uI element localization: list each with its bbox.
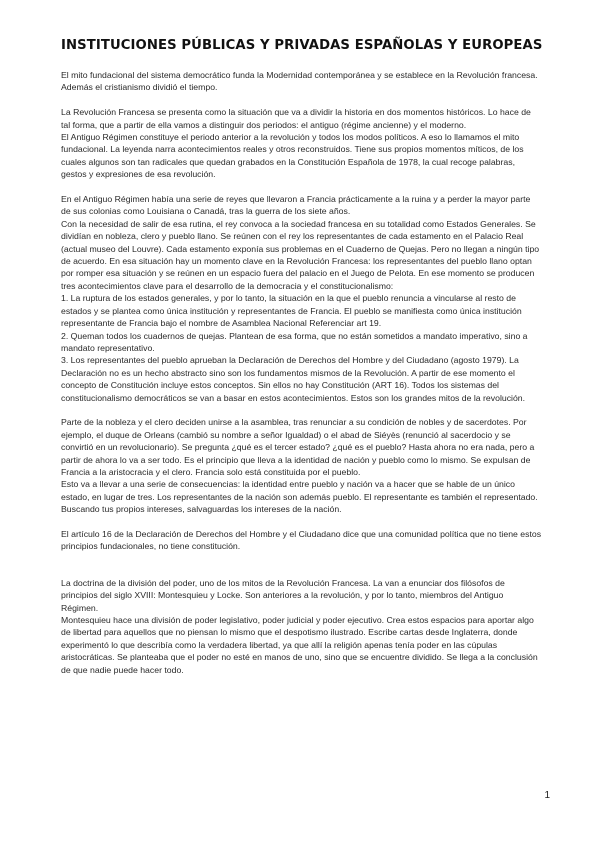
paragraph: Montesquieu hace una división de poder legislativo, poder judicial y poder ejecutivo. Crea estos espacios para aportar algo de libertad para aquellos que no piensan lo mismo que el despotismo ilustrado. Escribe cartas desde Inglaterra, donde experimentó lo que describía como la verdadera libertad, ya que allí la religión apenas tenía poder en las cúpulas aristocráticas. Se planteaba que el poder no esté en manos de uno, sino que se encuentre dividido. Se llega a la conclusión de que nadie puede hacer todo. [61, 615, 538, 675]
text-block-5 [61, 528, 542, 553]
list-item: 2. Queman todos los cuadernos de quejas. Plantean de esa forma, que no están sometidos a mandato imperativo, sino a mandato representativo. [61, 330, 528, 353]
paragraph: El artículo 16 de la Declaración de Derechos del Hombre y el Ciudadano dice que una comunidad política que no tiene estos principios fundacionales, no tiene constitución. [61, 528, 542, 552]
paragraph: La Revolución Francesa se presenta como la situación que va a dividir la historia en dos momentos históricos. Lo hace de tal forma, que a partir de ella vamos a distinguir dos periodos: el antiguo (régime ancienne) y el moderno. [61, 107, 531, 130]
text-block-6 [61, 577, 542, 676]
paragraph: Parte de la nobleza y el clero deciden unirse a la asamblea, tras renunciar a su condición de nobles y de sacerdotes. Por ejemplo, el duque de Orleans (cambió su nombre a señor Igualdad) o el abad de Siéyès (renunció al sacerdocio y se convirtió en un revolucionario). Se pregunta ¿qué es el tercer estado? ¿qué es el pueblo? Hasta ahora no era nada, pero a partir de ahora lo va a ser todo. Es el principio que lleva a la identidad de nación y pueblo como lo mismo. Se expulsan de Francia a la aristocracia y el clero. Francia solo está constituida por el pueblo. [61, 417, 535, 477]
text-block-1 [61, 69, 542, 94]
document-body [61, 69, 542, 676]
paragraph: La doctrina de la división del poder, uno de los mitos de la Revolución Francesa. La van a enunciar dos filósofos de principios del siglo XVIII: Montesquieu y Locke. Son anteriores a la revolución, y por lo tanto, miembros del Antiguo Régimen. [61, 577, 505, 613]
paragraph: El Antiguo Régimen constituye el periodo anterior a la revolución y todos los modos políticos. A eso lo llamamos el mito fundacional. La leyenda narra acontecimientos reales y otros reconstruidos. Tiene sus propios momentos míticos, de los cuales algunos son tan radicales que quedan grabados en la Constitución Española de 1978, la cual recoge palabras, gestos y expresiones de esa revolución. [61, 132, 524, 180]
document-title: INSTITUCIONES PÚBLICAS Y PRIVADAS ESPAÑOLAS Y EUROPEAS [61, 38, 543, 53]
paragraph: Con la necesidad de salir de esa rutina, el rey convoca a la sociedad francesa en su totalidad como Estados Generales. Se dividían en nobleza, clero y pueblo llano. Se reúnen con el rey los representantes de cada estamento en el Palacio Real (actual museo del Louvre). Cada estamento exponía sus problemas en el Cuaderno de Quejas. Pero no llegan a ningún tipo de acuerdo. En esa situación hay un momento clave en la Revolución Francesa: los representantes del pueblo llano optan por romper esa situación y se reúnen en un espacio fuera del palacio en el Juego de Pelota. En ese momento se producen tres acontecimientos clave para el desarrollo de la democracia y el constitucionalismo: [61, 218, 540, 291]
page-number: 1 [544, 790, 550, 801]
paragraph: En el Antiguo Régimen había una serie de reyes que llevaron a Francia prácticamente a la ruina y a perder la mayor parte de sus colonias como Louisiana o Canadá, tras la guerra de los siete años. [61, 194, 531, 217]
paragraph: Esto va a llevar a una serie de consecuencias: la identidad entre pueblo y nación va a hacer que se hable de un único estado, en lugar de tres. Los representantes de la nación son además pueblo. El representante es también el representado. Buscando tus propios intereses, salvaguardas los intereses de la nación. [61, 479, 538, 515]
paragraph: El mito fundacional del sistema democrático funda la Modernidad contemporánea y se establece en la Revolución francesa. Además el cristianismo dividió el tiempo. [61, 70, 538, 93]
text-block-4 [61, 416, 542, 515]
list-item: 1. La ruptura de los estados generales, y por lo tanto, la situación en la que el pueblo renuncia a vincularse al resto de estados y se plantea como única institución y representantes de Francia. El pueblo se manifiesta como única institución representante de Francia bajo el nombre de Asamblea Nacional Referenciar art 19. [61, 293, 522, 329]
list-item: 3. Los representantes del pueblo aprueban la Declaración de Derechos del Hombre y del Ciudadano (agosto 1979). La Declaración no es un hecho abstracto sino son los fundamentos mismos de la Revolución. A partir de ese momento el concepto de Constitución incluye estos conceptos. Sin ellos no hay Constitución (ART 16). Todos los sistemas del constitucionalismo democráticos se van a basar en estos acontecimientos. Estos son los grandes mitos de la revolución. [61, 355, 526, 403]
text-block-2 [61, 106, 542, 180]
text-block-3 [61, 193, 542, 404]
